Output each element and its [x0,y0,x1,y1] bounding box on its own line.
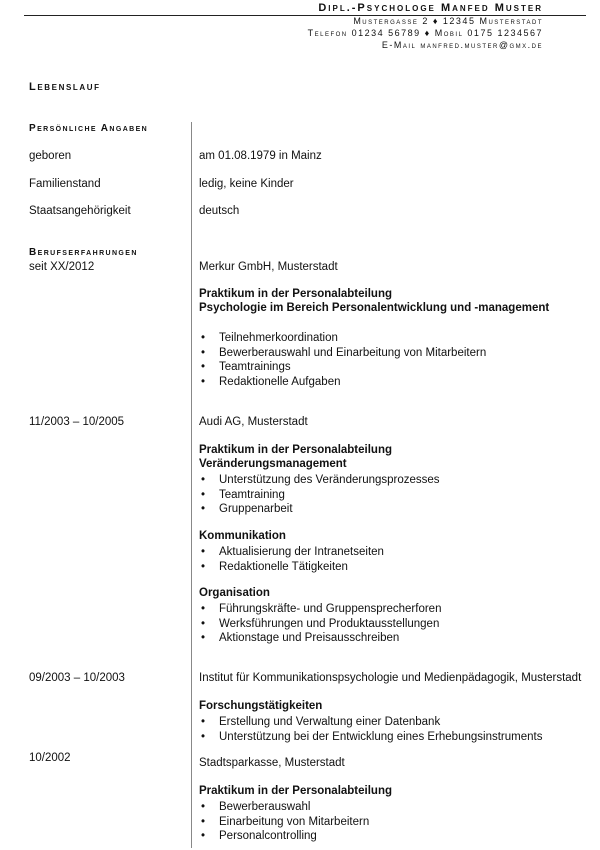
list-item: • Führungskräfte- und Gruppensprecherforen [199,602,441,617]
address-line: Mustergasse 2 ♦ 12345 Musterstadt [353,16,543,26]
list-item: • Redaktionelle Tätigkeiten [199,560,384,575]
applicant-name: Dipl.-Psychologe Manfed Muster [318,2,543,14]
job-task-list [199,715,542,744]
job-subsection-title: Organisation [199,587,270,599]
list-item: • Bewerberauswahl und Einarbeitung von Mitarbeitern [199,346,486,361]
personal-value-marital: ledig, keine Kinder [199,178,294,190]
list-item: • Unterstützung bei der Entwicklung eines Erhebungsinstruments [199,730,542,745]
job-task-list [199,602,441,646]
job-task-list [199,473,440,517]
list-item: • Bewerberauswahl [199,800,369,815]
personal-label-nationality: Staatsangehörigkeit [29,205,131,217]
list-item: • Einarbeitung von Mitarbeitern [199,815,369,830]
list-item: • Teamtraining [199,488,440,503]
list-item: • Aktionstage und Preisausschreiben [199,631,441,646]
job-title: Praktikum in der Personalabteilung [199,444,392,456]
job-subsection-title: Kommunikation [199,530,286,542]
job-company: Merkur GmbH, Musterstadt [199,261,338,273]
list-item: • Werksführungen und Produktausstellungen [199,617,441,632]
phone-line: Telefon 01234 56789 ♦ Mobil 0175 1234567 [307,28,543,38]
job-title: Forschungstätigkeiten [199,700,323,712]
job-subtitle: Veränderungsmanagement [199,458,347,470]
job-subtitle: Psychologie im Bereich Personalentwicklung und -management [199,302,550,314]
job-company: Audi AG, Musterstadt [199,416,308,428]
job-task-list [199,545,384,574]
section-heading-personal: Persönliche Angaben [29,123,149,134]
job-title: Praktikum in der Personalabteilung [199,785,392,797]
job-company: Stadtsparkasse, Musterstadt [199,757,345,769]
list-item: • Erstellung und Verwaltung einer Datenbank [199,715,542,730]
job-title: Praktikum in der Personalabteilung [199,288,392,300]
personal-label-marital: Familienstand [29,178,101,190]
list-item: • Personalcontrolling [199,829,369,844]
list-item: • Teilnehmerkoordination [199,331,486,346]
list-item: • Teamtrainings [199,360,486,375]
list-item: • Aktualisierung der Intranetseiten [199,545,384,560]
document-title: Lebenslauf [29,81,101,93]
personal-value-born: am 01.08.1979 in Mainz [199,150,322,162]
job-date: 09/2003 – 10/2003 [29,672,125,684]
email-line: E-Mail manfred.muster@gmx.de [381,40,543,50]
list-item: • Redaktionelle Aufgaben [199,375,486,390]
personal-label-born: geboren [29,150,72,162]
job-date: seit XX/2012 [29,261,95,273]
job-task-list [199,331,486,389]
job-task-list [199,800,369,844]
list-item: • Gruppenarbeit [199,502,440,517]
column-divider [191,122,192,848]
personal-value-nationality: deutsch [199,205,240,217]
list-item: • Unterstützung des Veränderungsprozesses [199,473,440,488]
section-heading-experience: Berufserfahrungen [29,247,138,258]
job-date: 11/2003 – 10/2005 [29,416,125,428]
job-date: 10/2002 [29,752,71,764]
job-company: Institut für Kommunikationspsychologie und Medienpädagogik, Musterstadt [199,672,582,684]
